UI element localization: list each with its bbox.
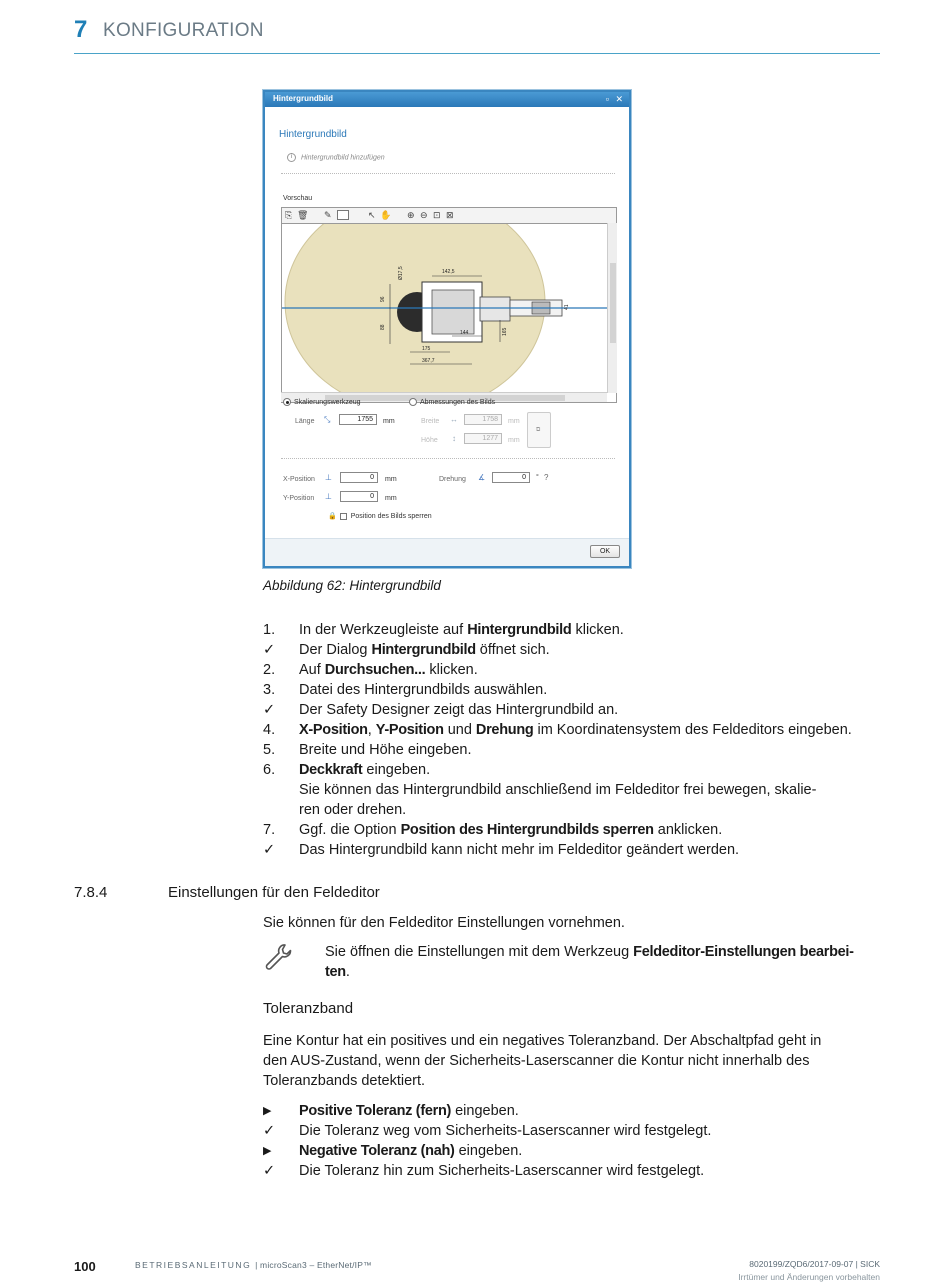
footer-doc: BETRIEBSANLEITUNG | microScan3 – EtherNet/IP™: [135, 1260, 372, 1270]
width-unit: mm: [508, 418, 520, 425]
tolerance-para-line: den AUS-Zustand, wenn der Sicherheits-Laserscanner die Kontur nicht innerhalb des: [263, 1053, 810, 1069]
dialog-body: [267, 107, 627, 538]
step-number: 3.: [263, 682, 276, 698]
dim-left2-label: 88: [380, 324, 386, 330]
step-text: Sie können das Hintergrundbild anschließend im Feldeditor frei bewegen, skalie-: [299, 782, 817, 798]
step-number: 4.: [263, 722, 276, 738]
note-line-1: Sie öffnen die Einstellungen mit dem Werkzeug Feldeditor-Einstellungen bearbei-: [325, 944, 854, 960]
dialog-window-title: Hintergrundbild: [273, 94, 333, 103]
step-text: Auf Durchsuchen... klicken.: [299, 662, 478, 678]
check-mark: ✓: [263, 1123, 276, 1139]
height-arrows-icon: ↕: [452, 434, 456, 443]
degree-unit: °: [536, 474, 539, 481]
divider: [281, 458, 615, 459]
step-text: Ggf. die Option Position des Hintergrundbilds sperren anklicken.: [299, 822, 723, 838]
tolerance-text: Die Toleranz hin zum Sicherheits-Laserscanner wird festgelegt.: [299, 1163, 705, 1179]
pipette-icon[interactable]: ✎: [324, 210, 332, 220]
action-arrow: ▶: [263, 1145, 272, 1157]
chapter-number: 7: [74, 16, 88, 43]
width-arrows-icon: ↔: [450, 415, 458, 424]
aspect-lock-button[interactable]: [527, 412, 551, 448]
dim-b-label: 175: [422, 346, 431, 352]
y-axis-icon: ⊥: [325, 492, 332, 501]
step-number: 5.: [263, 742, 276, 758]
dim-c-label: 367,7: [422, 358, 435, 364]
image-dimensions-label: Abmessungen des Bilds: [420, 398, 496, 406]
figure-caption: Abbildung 62: Hintergrundbild: [263, 578, 441, 593]
section-number: 7.8.4: [74, 884, 108, 901]
check-mark: ✓: [263, 642, 276, 658]
preview-drawing: [282, 224, 617, 403]
section-intro: Sie können für den Feldeditor Einstellungen vornehmen.: [263, 915, 625, 931]
open-folder-icon[interactable]: ⎘: [285, 210, 293, 220]
y-position-unit: mm: [385, 495, 397, 502]
zoom-area-icon[interactable]: ⊠: [446, 210, 454, 220]
action-arrow: ▶: [263, 1105, 272, 1117]
info-icon: i: [287, 153, 296, 162]
lock-position-label: Position des Bilds sperren: [350, 513, 432, 520]
scale-ruler-icon: ⤡: [324, 415, 331, 424]
step-text: X-Position, Y-Position und Drehung im Koordinatensystem des Feldeditors eingeben.: [299, 722, 852, 738]
radio-checked[interactable]: [283, 398, 291, 406]
hand-icon[interactable]: ✋: [380, 210, 392, 220]
width-input[interactable]: 1758: [464, 414, 502, 425]
tolerance-text: Negative Toleranz (nah) eingeben.: [299, 1143, 523, 1159]
lock-icon: 🔒: [328, 513, 337, 520]
tolerance-heading: Toleranzband: [263, 1000, 354, 1017]
scale-tool-radio[interactable]: [283, 398, 361, 406]
step-number: 6.: [263, 762, 276, 778]
x-axis-icon: ⊥: [325, 473, 332, 482]
dim-left1-label: 96: [380, 296, 386, 302]
height-input[interactable]: 1277: [464, 433, 502, 444]
vertical-scrollbar[interactable]: [607, 223, 617, 393]
rotation-label: Drehung: [439, 476, 466, 483]
step-text: ren oder drehen.: [299, 802, 407, 818]
step-text: In der Werkzeugleiste auf Hintergrundbild klicken.: [299, 622, 624, 638]
close-icon[interactable]: ✕: [615, 94, 623, 104]
step-text: Das Hintergrundbild kann nicht mehr im Feldeditor geändert werden.: [299, 842, 740, 858]
step-number: 7.: [263, 822, 276, 838]
step-number: 2.: [263, 662, 276, 678]
step-text: Der Dialog Hintergrundbild öffnet sich.: [299, 642, 550, 658]
maximize-icon[interactable]: ▫: [605, 94, 609, 104]
tolerance-text: Die Toleranz weg vom Sicherheits-Laserscanner wird festgelegt.: [299, 1123, 712, 1139]
dialog-footer: [265, 538, 629, 566]
chapter-title: KONFIGURATION: [103, 20, 264, 41]
lock-position-row[interactable]: [328, 512, 432, 520]
background-image-dialog: [263, 90, 631, 568]
height-unit: mm: [508, 437, 520, 444]
wrench-icon: [263, 942, 293, 972]
radio-unchecked[interactable]: [409, 398, 417, 406]
zoom-fit-icon[interactable]: ⊡: [433, 210, 441, 220]
x-position-label: X-Position: [283, 476, 315, 483]
info-text: Hintergrundbild hinzufügen: [301, 154, 385, 162]
check-mark: ✓: [263, 702, 276, 718]
page-number: 100: [74, 1259, 96, 1274]
rotation-input[interactable]: 0: [492, 472, 530, 483]
color-swatch[interactable]: [337, 210, 349, 220]
image-dimensions-radio[interactable]: [409, 398, 495, 406]
dialog-heading: Hintergrundbild: [279, 129, 347, 140]
dim-d-label: 41: [564, 304, 570, 310]
step-text: Datei des Hintergrundbilds auswählen.: [299, 682, 548, 698]
tolerance-para-line: Toleranzbands detektiert.: [263, 1073, 426, 1089]
zoom-out-icon[interactable]: ⊖: [420, 210, 428, 220]
note-line-2: ten.: [325, 964, 350, 980]
x-position-unit: mm: [385, 476, 397, 483]
footer-doc-id: 8020199/ZQD6/2017-09-07 | SICK: [749, 1259, 880, 1269]
ok-button[interactable]: OK: [590, 545, 620, 558]
footer-disclaimer: Irrtümer und Änderungen vorbehalten: [738, 1272, 880, 1282]
help-icon[interactable]: ?: [544, 473, 549, 482]
dim-right-label: 165: [502, 327, 508, 336]
dim-a-label: Ø17,5: [398, 266, 404, 280]
dialog-info: [287, 153, 385, 162]
pointer-icon[interactable]: ↖: [368, 210, 376, 220]
width-label: Breite: [421, 418, 440, 425]
length-label: Länge: [295, 418, 315, 425]
trash-icon[interactable]: 🗑: [297, 210, 309, 220]
section-title: Einstellungen für den Feldeditor: [168, 884, 380, 901]
check-mark: ✓: [263, 1163, 276, 1179]
divider: [281, 173, 615, 174]
dialog-title-bar: [265, 92, 629, 107]
link-icon: ⧉: [536, 427, 541, 433]
rotation-icon: ∡: [478, 473, 486, 482]
step-text: Breite und Höhe eingeben.: [299, 742, 472, 758]
scrollbar-thumb[interactable]: [610, 263, 616, 343]
preview-toolbar: [281, 207, 617, 223]
scale-tool-label: Skalierungswerkzeug: [294, 398, 361, 406]
step-text: Deckkraft eingeben.: [299, 762, 431, 778]
dim-mid-label: 144: [460, 330, 469, 336]
x-position-input[interactable]: 0: [340, 472, 378, 483]
tolerance-para-line: Eine Kontur hat ein positives und ein negatives Toleranzband. Der Abschaltpfad geht in: [263, 1033, 822, 1049]
check-mark: ✓: [263, 842, 276, 858]
height-label: Höhe: [421, 437, 438, 444]
length-unit: mm: [383, 418, 395, 425]
image-preview[interactable]: [281, 223, 617, 403]
page-header: [74, 16, 880, 54]
step-text: Der Safety Designer zeigt das Hintergrundbild an.: [299, 702, 619, 718]
length-input[interactable]: 1755: [339, 414, 377, 425]
tolerance-text: Positive Toleranz (fern) eingeben.: [299, 1103, 519, 1119]
zoom-in-icon[interactable]: ⊕: [407, 210, 415, 220]
dim-top-label: 142,5: [442, 269, 455, 275]
lock-position-checkbox[interactable]: [340, 513, 347, 520]
step-number: 1.: [263, 622, 276, 638]
y-position-label: Y-Position: [283, 495, 315, 502]
preview-label: Vorschau: [283, 195, 313, 202]
y-position-input[interactable]: 0: [340, 491, 378, 502]
